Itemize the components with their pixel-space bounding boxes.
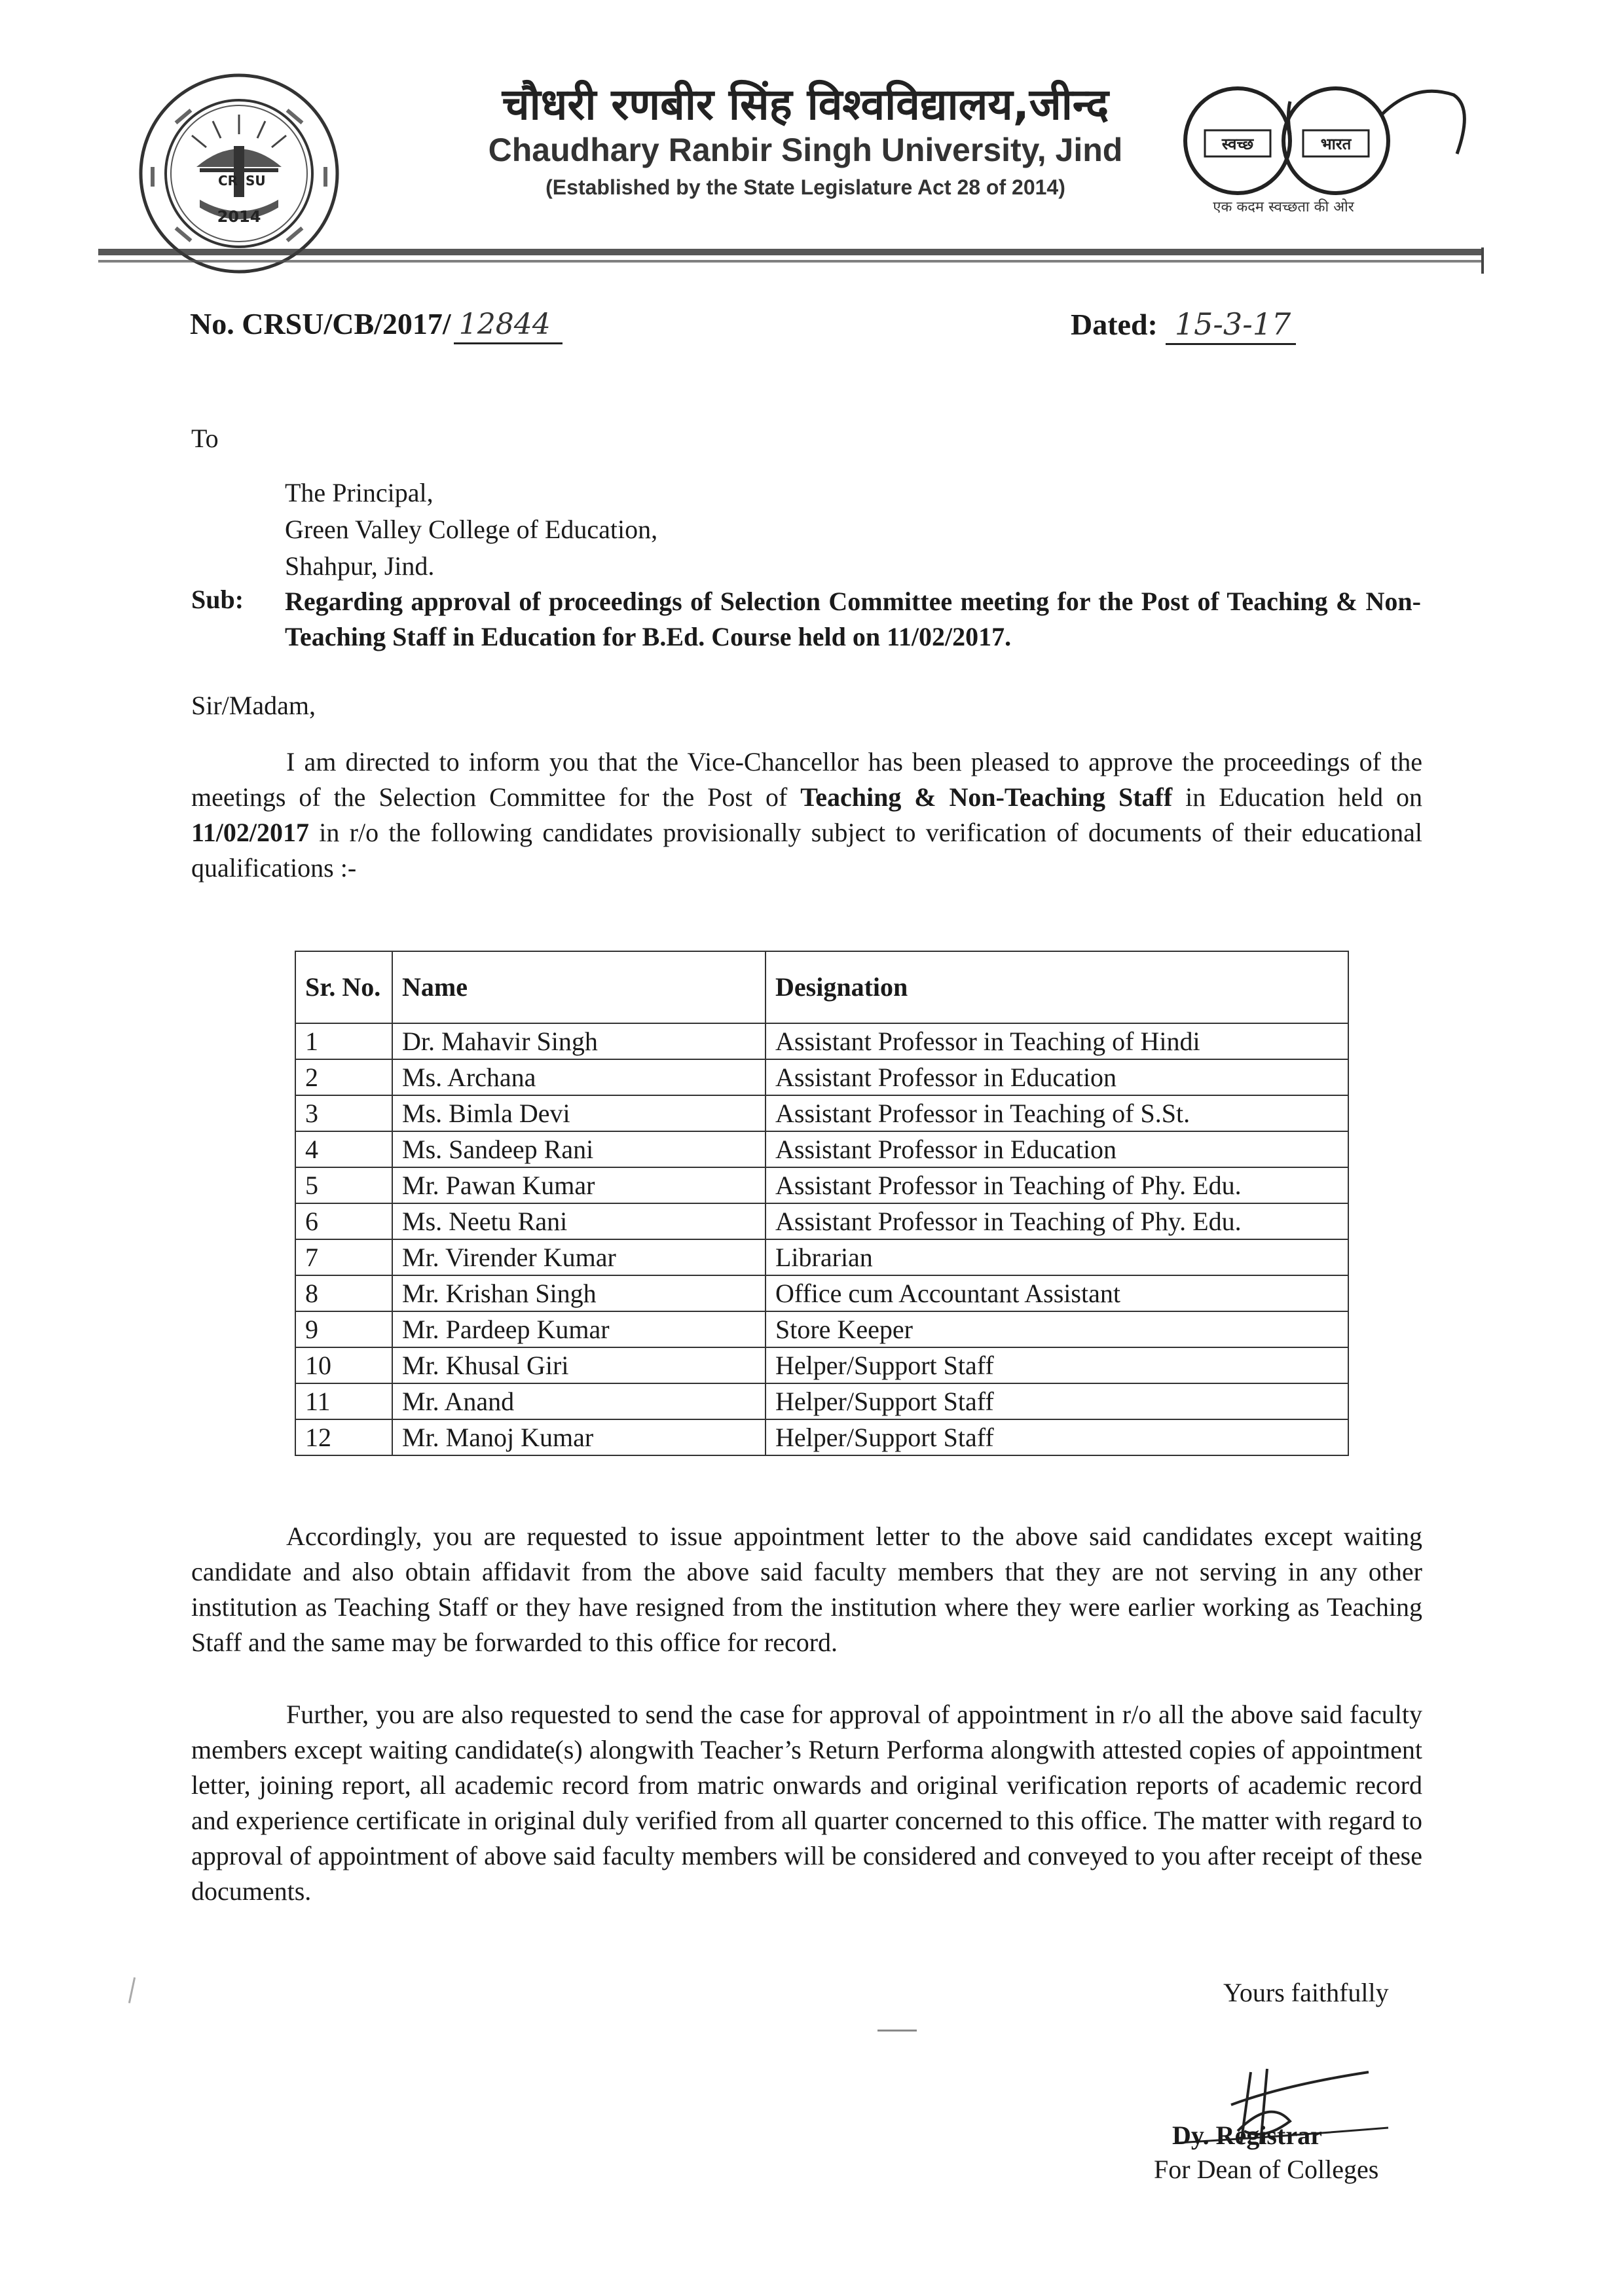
cell-designation: Assistant Professor in Teaching of Phy. Edu.	[766, 1167, 1348, 1203]
cell-name: Mr. Anand	[392, 1383, 766, 1419]
paragraph1-text: in r/o the following candidates provisionally subject to verification of documents of their educational qualifications :-	[191, 818, 1422, 883]
cell-designation: Office cum Accountant Assistant	[766, 1275, 1348, 1311]
body-paragraph-3	[191, 1697, 1422, 1909]
cell-name: Mr. Virender Kumar	[392, 1239, 766, 1275]
table-row	[295, 1419, 1348, 1455]
logo-initials-bottom: SU	[246, 173, 266, 189]
cell-sr: 9	[295, 1311, 392, 1347]
cell-designation: Assistant Professor in Education	[766, 1131, 1348, 1167]
paragraph3-text: Further, you are also requested to send the case for approval of appointment in r/o all the above said faculty members except waiting candidate(s) alongwith Teacher’s Return Performa alongwith attested copies of appointment letter, joining report, all academic record from matric onwards and original verification reports of academic record and experience certificate in original duly verified from all quarter concerned to this office. The matter with regard to approval of appointment of above said faculty members will be considered and conveyed to you after receipt of these documents.	[191, 1700, 1422, 1906]
paragraph1-bold-staff: Teaching & Non-Teaching Staff	[800, 782, 1173, 812]
logo-year: 2014	[217, 208, 261, 226]
bharat-word: भारत	[1320, 135, 1352, 153]
salutation: Sir/Madam,	[191, 691, 316, 720]
table-row	[295, 1275, 1348, 1311]
table-row	[295, 1203, 1348, 1239]
paragraph2-text: Accordingly, you are requested to issue appointment letter to the above said candidates except waiting candidate and also obtain affidavit from the above said faculty members that they are not serving in any other institution as Teaching Staff or they have resigned from the institution where they were earlier working as Teaching Staff and the same may be forwarded to this office for record.	[191, 1522, 1422, 1657]
paragraph1-text: I am directed to inform you that the Vice-Chancellor has been pleased to approve the proceedings of the meetings of the Selection Committee for the Post of	[191, 747, 1422, 812]
cell-name: Dr. Mahavir Singh	[392, 1023, 766, 1059]
to-label: To	[191, 424, 219, 453]
cell-sr: 3	[295, 1095, 392, 1131]
university-name-english: Chaudhary Ranbir Singh University, Jind	[488, 132, 1123, 168]
cell-name: Mr. Pawan Kumar	[392, 1167, 766, 1203]
cell-designation: Librarian	[766, 1239, 1348, 1275]
paragraph1-bold-date: 11/02/2017	[191, 818, 310, 847]
cell-designation: Helper/Support Staff	[766, 1419, 1348, 1455]
cell-designation: Helper/Support Staff	[766, 1347, 1348, 1383]
table-row	[295, 1311, 1348, 1347]
stray-pen-mark	[877, 2030, 917, 2032]
paragraph1-text: in Education held on	[1172, 782, 1422, 812]
cell-name: Ms. Archana	[392, 1059, 766, 1095]
swachh-word: स्वच्छ	[1221, 135, 1254, 153]
cell-name: Mr. Pardeep Kumar	[392, 1311, 766, 1347]
cell-designation: Assistant Professor in Teaching of Hindi	[766, 1023, 1348, 1059]
table-row	[295, 1095, 1348, 1131]
header-rule-end	[1481, 247, 1484, 274]
cell-name: Mr. Manoj Kumar	[392, 1419, 766, 1455]
university-name-hindi: चौधरी रणबीर सिंह विश्वविद्यालय,जीन्द	[502, 79, 1109, 130]
address-line: The Principal,	[285, 478, 434, 507]
cell-sr: 12	[295, 1419, 392, 1455]
cell-designation: Assistant Professor in Teaching of S.St.	[766, 1095, 1348, 1131]
cell-sr: 5	[295, 1167, 392, 1203]
subject-label: Sub:	[191, 585, 244, 614]
reference-number-handwritten: 12844	[454, 308, 563, 344]
cell-sr: 2	[295, 1059, 392, 1095]
stray-pen-mark	[128, 1977, 136, 2003]
table-row	[295, 1059, 1348, 1095]
date-handwritten: 15-3-17	[1166, 306, 1296, 345]
reference-number-label: No. CRSU/CB/2017/	[190, 307, 451, 340]
table-row	[295, 1383, 1348, 1419]
table-header-row	[295, 951, 1348, 1023]
cell-designation: Helper/Support Staff	[766, 1383, 1348, 1419]
header-name: Name	[392, 951, 766, 1023]
table-row	[295, 1167, 1348, 1203]
header-rule-thick	[98, 249, 1483, 255]
cell-sr: 4	[295, 1131, 392, 1167]
cell-name: Ms. Bimla Devi	[392, 1095, 766, 1131]
cell-sr: 7	[295, 1239, 392, 1275]
signatory-for: For Dean of Colleges	[1154, 2155, 1379, 2184]
cell-sr: 1	[295, 1023, 392, 1059]
cell-sr: 8	[295, 1275, 392, 1311]
recipient-address	[285, 475, 657, 585]
cell-name: Ms. Sandeep Rani	[392, 1131, 766, 1167]
cell-designation: Store Keeper	[766, 1311, 1348, 1347]
table-row	[295, 1239, 1348, 1275]
subject-text: Regarding approval of proceedings of Selection Committee meeting for the Post of Teaching & Non-Teaching Staff in Education for B.Ed. Course held on 11/02/2017.	[285, 587, 1421, 651]
table-row	[295, 1023, 1348, 1059]
candidates-table	[295, 951, 1349, 1456]
header-designation: Designation	[766, 951, 1348, 1023]
reference-number	[190, 306, 563, 344]
header-rule-thin	[98, 260, 1483, 263]
cell-sr: 11	[295, 1383, 392, 1419]
header-sr-no: Sr. No.	[295, 951, 392, 1023]
date-label: Dated:	[1071, 308, 1158, 341]
table-row	[295, 1347, 1348, 1383]
cell-name: Mr. Krishan Singh	[392, 1275, 766, 1311]
cell-name: Ms. Neetu Rani	[392, 1203, 766, 1239]
table-row	[295, 1131, 1348, 1167]
body-paragraph-2	[191, 1519, 1422, 1660]
swachh-bharat-tagline: एक कदम स्वच्छता की ओर	[1213, 199, 1354, 215]
cell-designation: Assistant Professor in Teaching of Phy. Edu.	[766, 1203, 1348, 1239]
body-paragraph-1	[191, 744, 1422, 886]
establishment-note: (Established by the State Legislature Act 28 of 2014)	[545, 175, 1065, 199]
cell-sr: 6	[295, 1203, 392, 1239]
address-line: Shahpur, Jind.	[285, 551, 435, 581]
logo-initials-top: CR	[218, 173, 238, 189]
date-field	[1071, 306, 1296, 345]
closing-yours-faithfully: Yours faithfully	[1223, 1978, 1389, 2007]
cell-designation: Assistant Professor in Education	[766, 1059, 1348, 1095]
cell-name: Mr. Khusal Giri	[392, 1347, 766, 1383]
university-logo	[134, 69, 344, 278]
signatory-designation: Dy. Registrar	[1172, 2121, 1322, 2150]
cell-sr: 10	[295, 1347, 392, 1383]
address-line: Green Valley College of Education,	[285, 515, 658, 544]
